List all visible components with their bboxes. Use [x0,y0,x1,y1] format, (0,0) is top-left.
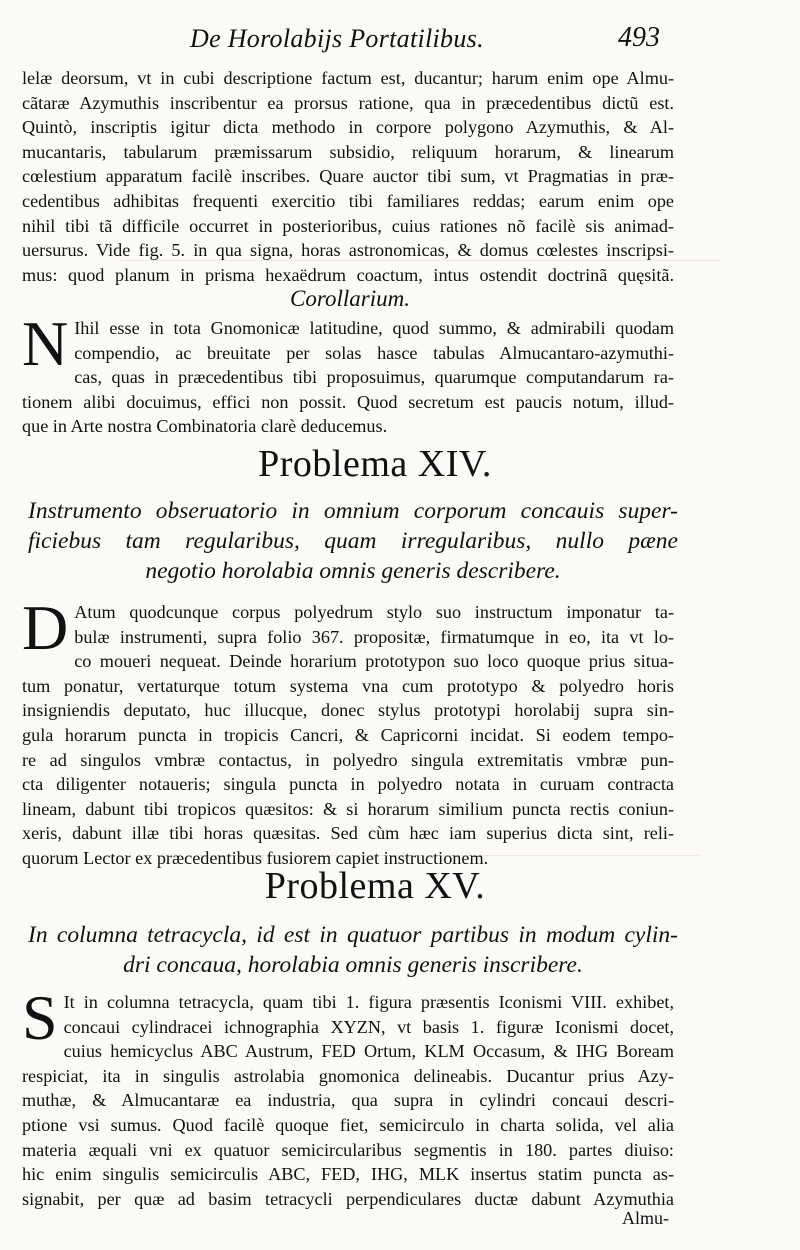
text-line: cedentibus adhibitas frequenti exercitio tibi familiares reddas; earum enim ope [22,190,674,211]
text-line: tum ponatur, vertaturque totum systema vna cum prototypo & polyedro horis [22,675,674,696]
text-line: co moueri nequeat. Deinde horarium prototypon suo loco quoque prius situa- [74,651,674,672]
text-line: concaui cylindracei ichnographia XYZN, vt basis 1. figuræ Iconismi docet, [63,1016,674,1037]
text-line: It in columna tetracycla, quam tibi 1. figura præsentis Iconismi VIII. exhibet, [63,992,674,1012]
text-line: que in Arte nostra Combinatoria clarè deducemus. [22,416,388,437]
text-line: quorum Lector ex præcedentibus fusiorem capiet instructionem. [22,847,489,868]
text-line: Atum quodcunque corpus polyedrum stylo suo instructum imponatur ta- [74,602,674,622]
text-line: muthæ, & Almucantaræ ea industria, qua supra in cylindri concaui descri- [22,1090,674,1111]
problem-15-title: Problema XV. [264,865,486,907]
text-line: lelæ deorsum, vt in cubi descriptione factum est, ducantur; harum enim ope Almu- [22,68,674,88]
problem-14-subtitle [28,496,678,586]
text-line: ptione vsi sumus. Quod facilè quoque fiet, semicirculo in charta solida, vel alia [22,1114,674,1135]
problem-14-title: Problema XIV. [258,443,492,485]
text-line: mucantaris, tabularum præmissarum subsidio, reliquum horarum, & linearum [22,141,674,162]
text-line: Quintò, inscriptis igitur dicta methodo in corpore polygono Azymuthis, & Al- [22,117,674,138]
problem-14-body [22,592,674,871]
problem-15-body [22,982,674,1211]
text-line: materia æquali vni ex quatuor semicircularibus segmentis in 180. partes diuiso: [22,1139,674,1160]
paragraph-opening [22,66,674,287]
text-line: respiciat, ita in singulis astrolabia gnomonica delineabis. Ducantur prius Azy- [22,1065,674,1086]
text-line: nihil tibi tã difficile occurret in posterioribus, cuius rationes nõ facilè sis animad- [22,215,674,236]
text-line: cta diligenter notaueris; singula puncta in polyedro notata in curuam contracta [22,774,674,795]
text-line: mus: quod planum in prisma hexaëdrum coactum, intus ostendit doctrinã quęsitã. [22,264,674,285]
text-line: bulæ instrumenti, supra folio 367. propositæ, firmatumque in eo, ita vt lo- [74,626,674,647]
text-line: cœlestium apparatum facilè inscribes. Quare auctor tibi sum, vt Pragmatias in præ- [22,166,674,187]
drop-cap: N [22,308,69,379]
drop-cap: D [22,592,69,663]
subtitle-line: Instrumento obseruatorio in omnium corporum concauis super- [28,498,678,524]
text-line: cuius hemicyclus ABC Austrum, FED Ortum, KLM Occasum, & IHG Boream [63,1041,674,1062]
text-line: uersurus. Vide fig. 5. in qua signa, horas astronomicas, & domus cœlestes inscripsi- [22,240,674,261]
corollary-paragraph [22,308,674,439]
catchword: Almu- [622,1208,669,1228]
text-line: tionem alibi docuimus, effici non possit. Quod secretum est paucis notum, illud- [22,391,674,412]
text-line: lineam, dabunt tibi tropicos quæsitos: & si horarum similium puncta rectis coniun- [22,798,674,819]
drop-cap: S [22,982,58,1053]
text-line: signabit, per quæ ad basim tetracycli perpendiculares ductæ dabunt Azymuthia [22,1188,674,1209]
text-line: Ihil esse in tota Gnomonicæ latitudine, quod summo, & admirabili quodam [74,318,674,338]
text-line: gula horarum puncta in tropicis Cancri, & Capricorni incidat. Si eodem tempo- [22,724,674,745]
page-header [0,22,800,58]
subtitle-line: In columna tetracycla, id est in quatuor partibus in modum cylin- [28,922,678,948]
running-title: De Horolabijs Portatilibus. [190,24,484,53]
subtitle-line: negotio horolabia omnis generis describere. [145,558,561,584]
text-line: cãtaræ Azymuthis inscribentur ea prorsus ratione, qua in præcedentibus dictũ est. [22,92,674,113]
text-line: compendio, ac breuitate per solas hasce tabulas Almucantaro-azymuthi- [74,342,674,363]
text-line: re ad singulos vmbræ contactus, in polyedro singula extremitatis vmbræ pun- [22,749,674,770]
text-line: cas, quas in præcedentibus tibi proposuimus, quarumque computandarum ra- [74,367,674,388]
page-number: 493 [618,22,660,53]
subtitle-line: ficiebus tam regularibus, quam irregularibus, nullo pæne [28,528,678,554]
text-line: xeris, dabunt illæ tibi horas quæsitas. Sed cùm hæc iam superius dicta sint, reli- [22,823,674,844]
subtitle-line: dri concaua, horolabia omnis generis inscribere. [123,952,583,978]
corollary-heading: Corollarium. [290,286,410,311]
problem-15-subtitle [28,920,678,980]
text-line: insigniendis deputato, huc illucque, donec stylus prototypi horolabij supra sin- [22,700,674,721]
text-line: hic enim singulis semicirculis ABC, FED, IHG, MLK insertus statim puncta as- [22,1164,674,1185]
